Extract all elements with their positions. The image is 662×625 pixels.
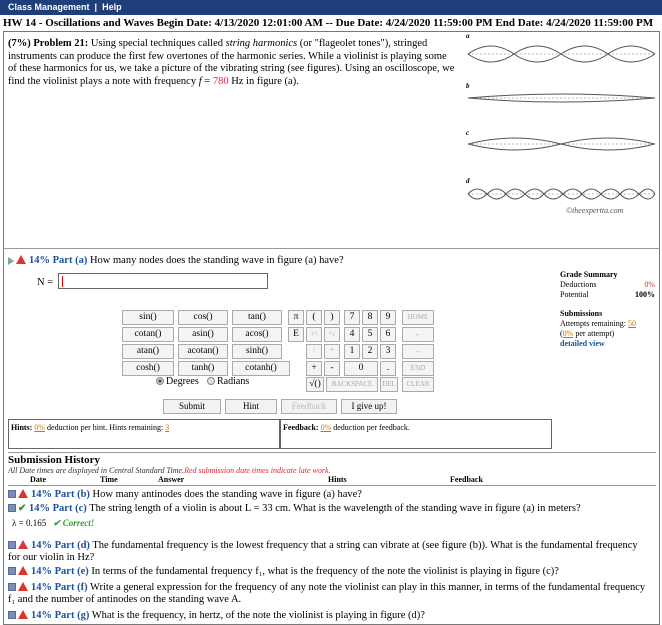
part-f-row[interactable] <box>8 582 648 606</box>
part-f-text: Write a general expression for the frequency of any note the violinist can play in this manner, in terms of the fundamental frequency f₁ and the number of antinodes on the standing wave A. <box>8 582 646 605</box>
equals-sign: = <box>201 75 213 87</box>
part-icon <box>8 541 16 549</box>
copyright-text: ©theexpertta.com <box>566 206 624 215</box>
sin-button[interactable]: sin() <box>122 310 174 325</box>
warning-icon <box>18 582 28 591</box>
backspace-button[interactable]: BACKSPACE <box>326 377 378 392</box>
cosh-button[interactable]: cosh() <box>122 361 174 376</box>
problem-text: Using special techniques called <box>88 38 226 49</box>
cos-button[interactable]: cos() <box>178 310 228 325</box>
asin-button[interactable]: asin() <box>178 327 228 342</box>
part-g-label: Part (g) <box>54 610 90 621</box>
radio-unselected-icon <box>207 377 215 385</box>
part-e-row[interactable] <box>8 566 648 578</box>
text-caret <box>62 276 63 287</box>
acos-button[interactable]: acos() <box>232 327 282 342</box>
power-down-button[interactable]: ^↓ <box>324 327 340 342</box>
feedback-text: deduction per feedback. <box>333 423 410 432</box>
sqrt-button[interactable]: √() <box>306 377 324 392</box>
cotanh-button[interactable]: cotanh() <box>232 361 290 376</box>
part-e-label: Part (e) <box>54 566 89 577</box>
problem-emphasis: string harmonics <box>225 38 298 49</box>
problem-text: (or "flageolet tones"), stringed instruments can produce the first few overtones of the harmonic series. While a violinist is playing some of these harmonics for us, we take a picture of the vibrating string (see figures). Using an oscilloscope, we find the violinist plays a note with frequency <box>8 38 455 87</box>
figure-label-d: d <box>466 177 470 185</box>
atan-button[interactable]: atan() <box>122 344 174 359</box>
figure-label-b: b <box>466 82 470 90</box>
left-arrow-button[interactable]: ← <box>402 327 434 342</box>
digit-2-button[interactable]: 2 <box>362 344 378 359</box>
part-c-percent: 14% <box>29 503 51 514</box>
col-date: Date <box>30 475 46 484</box>
problem-number: (7%) Problem 21: <box>8 38 89 49</box>
minus-button[interactable]: - <box>324 361 340 376</box>
warning-icon <box>18 540 28 549</box>
part-divider <box>3 248 660 249</box>
nodes-input-label: N = <box>37 277 54 288</box>
hints-text: deduction per hint. Hints remaining: <box>47 423 164 432</box>
digit-9-button[interactable]: 9 <box>380 310 396 325</box>
hints-pct: 0% <box>34 423 46 432</box>
cotan-button[interactable]: cotan() <box>122 327 174 342</box>
radio-selected-icon <box>156 377 164 385</box>
wave-figure-d <box>468 189 655 199</box>
part-a-text: How many nodes does the standing wave in figure (a) have? <box>89 255 344 266</box>
degrees-radio[interactable] <box>156 376 199 387</box>
feedback-label: Feedback: <box>283 423 319 432</box>
part-d-label: Part (d) <box>54 540 90 551</box>
part-a-percent: 14% <box>29 255 50 266</box>
digit-1-button[interactable]: 1 <box>344 344 360 359</box>
wave-figure-b <box>468 94 655 102</box>
part-c-label: Part (c) <box>52 503 87 514</box>
submission-table-header <box>8 474 656 486</box>
divide-button[interactable]: / <box>306 344 322 359</box>
power-up-button[interactable]: ↑^ <box>306 327 322 342</box>
part-icon <box>8 490 16 498</box>
per-attempt-label: per attempt) <box>575 329 615 338</box>
warning-icon <box>18 610 28 619</box>
help-menu[interactable]: Help <box>102 2 122 12</box>
part-c-row[interactable] <box>8 503 648 515</box>
digit-6-button[interactable]: 6 <box>380 327 396 342</box>
part-b-percent: 14% <box>31 489 52 500</box>
open-paren-button[interactable]: ( <box>306 310 322 325</box>
digit-8-button[interactable]: 8 <box>362 310 378 325</box>
nodes-answer-input[interactable] <box>58 273 268 289</box>
delete-button[interactable]: DEL <box>380 377 398 392</box>
feedback-button[interactable]: Feedback <box>281 399 337 414</box>
part-d-percent: 14% <box>31 540 52 551</box>
multiply-button[interactable]: * <box>324 344 340 359</box>
part-icon <box>8 611 16 619</box>
part-a-label: Part (a) <box>52 255 88 266</box>
right-arrow-button[interactable]: → <box>402 344 434 359</box>
deductions-label: Deductions <box>560 280 597 289</box>
frequency-value: 780 <box>212 75 229 87</box>
warning-icon <box>16 255 26 264</box>
feedback-pct: 0% <box>320 423 332 432</box>
figure-label-a: a <box>466 32 470 40</box>
decimal-button[interactable]: . <box>380 361 396 376</box>
potential-value: 100% <box>635 290 655 299</box>
home-button[interactable]: HOME <box>402 310 434 325</box>
detailed-view-link[interactable]: detailed view <box>560 339 605 348</box>
col-feedback: Feedback <box>450 475 483 484</box>
hints-remaining: 3 <box>165 423 170 432</box>
part-g-percent: 14% <box>31 610 52 621</box>
part-f-percent: 14% <box>31 582 52 593</box>
col-answer: Answer <box>158 475 185 484</box>
part-e-text: In terms of the fundamental frequency f₁, what is the frequency of the note the violinist is playing in figure (c)? <box>91 566 559 577</box>
potential-label: Potential <box>560 290 589 299</box>
grade-summary-panel: Grade Summary Deductions 0% Potential 100% Submissions Attempts remaining: 50 (0% per attempt) detailed view <box>560 270 655 348</box>
part-e-percent: 14% <box>31 566 52 577</box>
clear-button[interactable]: CLEAR <box>402 377 434 392</box>
menu-separator: | <box>94 2 98 12</box>
warning-icon <box>18 489 28 498</box>
close-paren-button[interactable]: ) <box>324 310 340 325</box>
check-icon: ✔ <box>18 503 27 514</box>
col-hints: Hints <box>328 475 347 484</box>
part-a-question <box>8 255 344 266</box>
homework-title: HW 14 - Oscillations and Waves Begin Date: 4/13/2020 12:01:00 AM -- Due Date: 4/24/2020 11:59:00 PM End Date: 4/24/2020 11:59:00 PM <box>3 17 654 29</box>
part-icon <box>8 504 16 512</box>
e-button[interactable]: E <box>288 327 304 342</box>
tanh-button[interactable]: tanh() <box>178 361 228 376</box>
part-c-answer <box>12 518 94 529</box>
sinh-button[interactable]: sinh() <box>232 344 282 359</box>
wave-figure-a <box>468 46 655 62</box>
plus-button[interactable]: + <box>306 361 322 376</box>
deductions-value: 0% <box>644 280 655 289</box>
feedback-box <box>280 419 552 449</box>
acotan-button[interactable]: acotan() <box>178 344 228 359</box>
radians-label: Radians <box>217 376 250 387</box>
correct-badge: ✔ Correct! <box>52 518 95 528</box>
submit-button[interactable]: Submit <box>163 399 221 414</box>
part-f-label: Part (f) <box>54 582 88 593</box>
part-g-text: What is the frequency, in hertz, of the note the violinist is playing in figure (d)? <box>91 610 425 621</box>
part-b-label: Part (b) <box>54 489 90 500</box>
tan-button[interactable]: tan() <box>232 310 282 325</box>
pi-button[interactable]: π <box>288 310 304 325</box>
part-icon <box>8 583 16 591</box>
end-button[interactable]: END <box>402 361 434 376</box>
frequency-variable: f <box>198 75 202 87</box>
hints-label: Hints: <box>11 423 33 432</box>
degrees-label: Degrees <box>166 376 199 387</box>
class-management-menu[interactable]: Class Management <box>8 2 90 12</box>
part-b-row[interactable] <box>8 489 648 501</box>
part-icon <box>8 567 16 575</box>
per-attempt-pct: 0% <box>562 329 574 338</box>
digit-3-button[interactable]: 3 <box>380 344 396 359</box>
digit-7-button[interactable]: 7 <box>344 310 360 325</box>
part-b-text: How many antinodes does the standing wave in figure (a) have? <box>92 489 362 500</box>
give-up-button[interactable]: I give up! <box>341 399 397 414</box>
part-d-row[interactable] <box>8 540 648 564</box>
submission-history-title: Submission History <box>8 454 100 466</box>
submissions-title: Submissions <box>560 309 603 318</box>
attempts-label: Attempts remaining: <box>560 319 626 328</box>
part-c-answer-value: λ = 0.165 <box>12 518 47 528</box>
warning-icon <box>18 566 28 575</box>
expand-arrow-icon[interactable] <box>8 257 14 265</box>
radians-radio[interactable] <box>207 376 249 387</box>
note-text: All Date times are displayed in Central Standard Time. <box>8 466 185 475</box>
problem-statement <box>8 38 456 88</box>
part-d-text: The fundamental frequency is the lowest frequency that a string can vibrate at (see figure (b)). What is the fundamental frequency for our violin in Hz? <box>8 540 638 563</box>
problem-text: Hz in figure (a). <box>228 75 299 87</box>
wave-figures-svg <box>460 32 660 232</box>
part-c-text: The string length of a violin is about L = 33 cm. What is the wavelength of the standing wave in figure (a) in meters? <box>89 503 581 514</box>
hint-button[interactable]: Hint <box>225 399 277 414</box>
attempts-value: 50 <box>628 319 636 328</box>
note-red-text: Red submission date times indicate late work. <box>184 466 331 475</box>
wave-figure-c <box>468 138 655 150</box>
hints-box <box>8 419 280 449</box>
digit-0-button[interactable]: 0 <box>344 361 378 376</box>
submission-history <box>8 452 656 475</box>
part-g-row[interactable] <box>8 610 648 622</box>
grade-summary-title: Grade Summary <box>560 270 618 279</box>
standing-wave-figures <box>460 32 660 242</box>
digit-4-button[interactable]: 4 <box>344 327 360 342</box>
correct-text: Correct! <box>62 518 95 528</box>
col-time: Time <box>100 475 118 484</box>
top-menu-bar <box>0 0 662 15</box>
digit-5-button[interactable]: 5 <box>362 327 378 342</box>
figure-label-c: c <box>466 129 470 137</box>
